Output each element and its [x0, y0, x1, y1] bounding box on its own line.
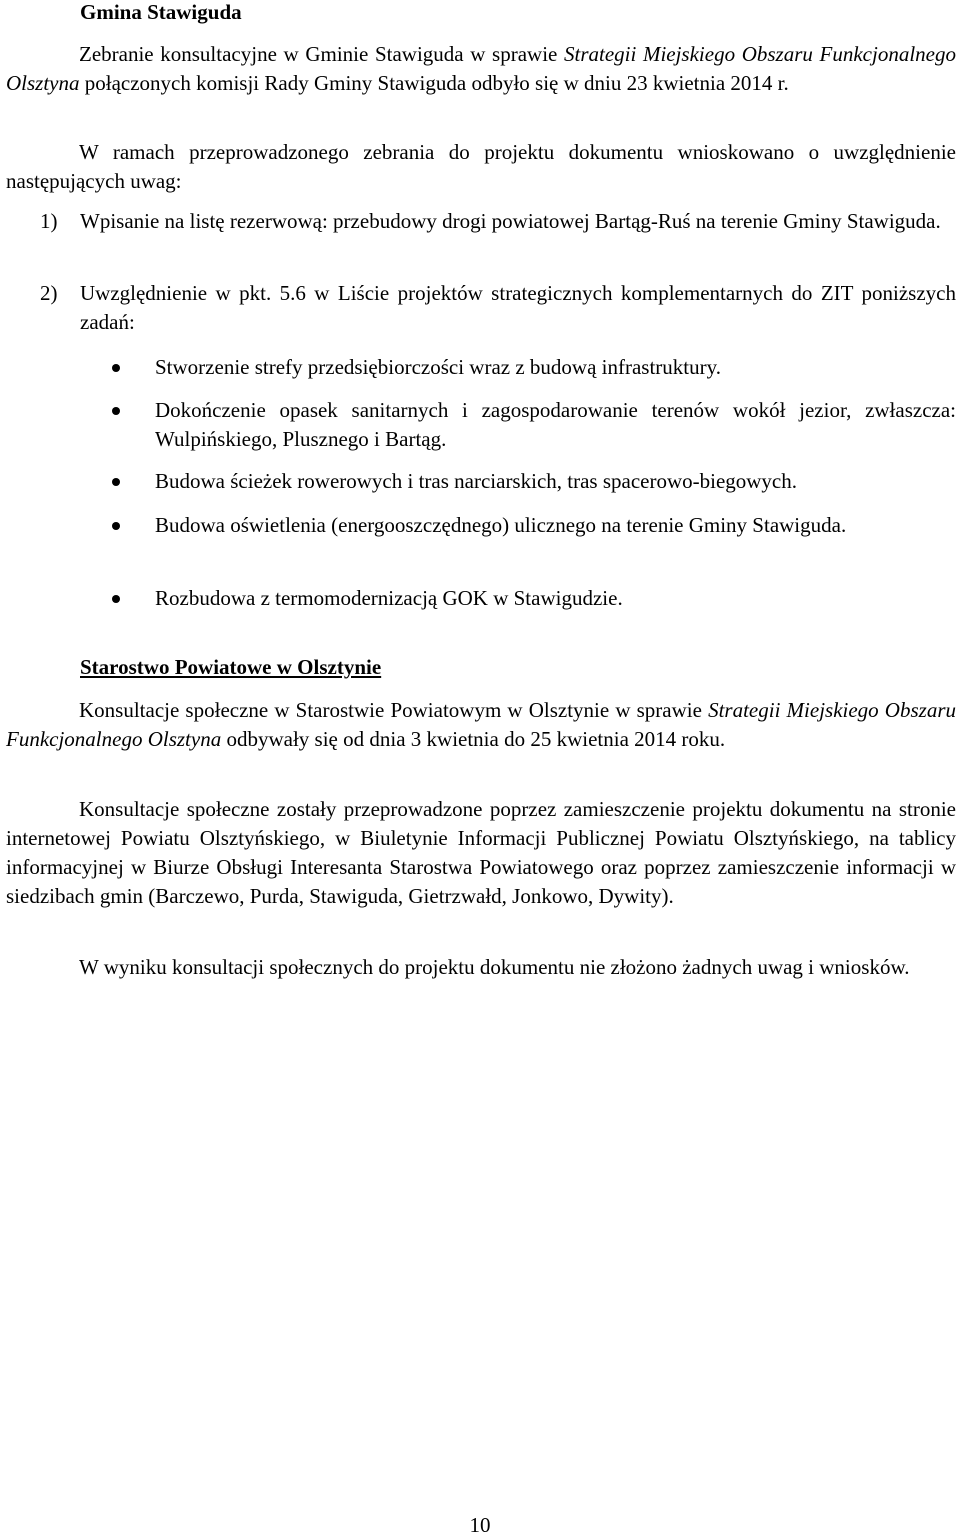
bullet-dot-icon [112, 407, 120, 415]
section-heading-starostwo: Starostwo Powiatowe w Olsztynie [80, 655, 382, 679]
bullet-item [112, 396, 956, 454]
bullet-text: Rozbudowa z termomodernizacją GOK w Stawigudzie. [155, 586, 623, 610]
item-number: 2) [40, 281, 58, 305]
paragraph-intro [6, 40, 956, 98]
item-text: Wpisanie na listę rezerwową: przebudowy drogi powiatowej Bartąg-Ruś na terenie Gminy Stawiguda. [80, 209, 941, 233]
section-heading-gmina-stawiguda: Gmina Stawiguda [80, 0, 242, 24]
strategy-title-italic: Strategii Miejskiego Obszaru Funkcjonalnego Olsztyna [6, 698, 956, 751]
item-text: Uwzględnienie w pkt. 5.6 w Liście projektów strategicznych komplementarnych do ZIT poniższych zadań: [80, 281, 956, 334]
bullet-dot-icon [112, 364, 120, 372]
intro-text-1: Zebranie konsultacyjne w Gminie Stawiguda w sprawie [79, 42, 564, 66]
bullet-text: Budowa ścieżek rowerowych i tras narciarskich, tras spacerowo-biegowych. [155, 469, 798, 493]
bullet-item [112, 584, 956, 613]
bullet-dot-icon [112, 522, 120, 530]
bullet-text: Budowa oświetlenia (energooszczędnego) ulicznego na terenie Gminy Stawiguda. [155, 513, 847, 537]
strategy-title-italic: Strategii Miejskiego Obszaru Funkcjonalnego Olsztyna [6, 42, 956, 95]
paragraph-konsultacje-2: Konsultacje społeczne zostały przeprowadzone poprzez zamieszczenie projektu dokumentu na stronie internetowej Powiatu Olsztyńskiego, w Biuletynie Informacji Publicznej Powiatu Olsztyńskiego, na tablicy informacyjnej w Biurze Obsługi Interesanta Starostwa Powiatowego oraz poprzez zamieszczenie informacji w siedzibach gmin (Barczewo, Purda, Stawiguda, Gietrzwałd, Jonkowo, Dywity). [6, 797, 956, 908]
paragraph-konsultacje-1 [6, 696, 956, 754]
bullet-dot-icon [112, 595, 120, 603]
bullet-dot-icon [112, 478, 120, 486]
bullet-item [112, 353, 956, 382]
paragraph-konsultacje-3: W wyniku konsultacji społecznych do projektu dokumentu nie złożono żadnych uwag i wniosków. [79, 955, 910, 979]
item-number: 1) [40, 209, 58, 233]
bullet-item [112, 467, 956, 496]
konsultacje-text-2: odbywały się od dnia 3 kwietnia do 25 kwietnia 2014 roku. [221, 727, 726, 751]
numbered-item-2 [40, 279, 956, 337]
bullet-item [112, 511, 956, 540]
konsultacje-text-1: Konsultacje społeczne w Starostwie Powiatowym w Olsztynie w sprawie [79, 698, 709, 722]
bullet-text: Dokończenie opasek sanitarnych i zagospodarowanie terenów wokół jezior, zwłaszcza: Wulpińskiego, Plusznego i Bartąg. [155, 398, 956, 451]
paragraph-uwagi: W ramach przeprowadzonego zebrania do projektu dokumentu wnioskowano o uwzględnienie następujących uwag: [6, 140, 956, 193]
intro-text-2: połączonych komisji Rady Gminy Stawiguda odbyło się w dniu 23 kwietnia 2014 r. [79, 71, 789, 95]
bullet-text: Stworzenie strefy przedsiębiorczości wraz z budową infrastruktury. [155, 355, 722, 379]
page-number: 10 [469, 1513, 491, 1537]
numbered-item-1 [40, 207, 956, 236]
